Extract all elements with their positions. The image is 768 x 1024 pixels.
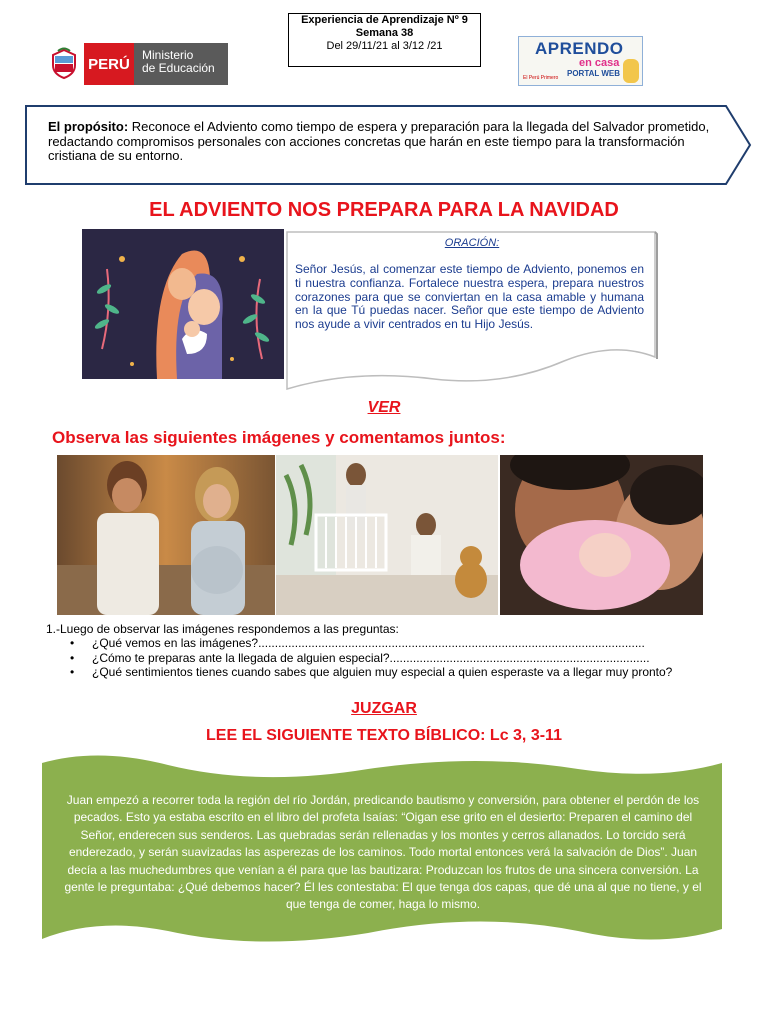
experience-dates: Del 29/11/21 al 3/12 /21 bbox=[326, 40, 443, 52]
juzgar-heading: JUZGAR bbox=[351, 700, 417, 717]
ministry-name-line1: Ministerio bbox=[142, 48, 194, 62]
bible-reading-heading: LEE EL SIGUIENTE TEXTO BÍBLICO: Lc 3, 3-11 bbox=[206, 727, 562, 744]
experience-box bbox=[288, 13, 481, 67]
question-item: • ¿Qué sentimientos tienes cuando sabes que alguien muy especial a quien esperaste va a llegar muy pronto? bbox=[70, 665, 750, 680]
photo-expecting-couple bbox=[57, 455, 275, 615]
main-title: EL ADVIENTO NOS PREPARA PARA LA NAVIDAD bbox=[149, 199, 619, 221]
peru-shield-icon bbox=[44, 43, 84, 85]
question-item: • ¿Qué vemos en las imágenes?.................................................................................................................... bbox=[70, 636, 750, 651]
en-casa-word: en casa bbox=[579, 57, 620, 69]
observe-instruction: Observa las siguientes imágenes y comentamos juntos: bbox=[52, 428, 506, 447]
purpose-text bbox=[48, 120, 720, 164]
ver-heading: VER bbox=[367, 399, 401, 416]
question-item: • ¿Cómo te preparas ante la llegada de alguien especial?.............................................................................. bbox=[70, 651, 750, 666]
purpose-body: Reconoce el Adviento como tiempo de espera y preparación para la llegada del Salvador prometido, redactando compromisos personales con acciones concretas que harán en este tiempo para la transformación cristiana de su entorno. bbox=[48, 119, 710, 164]
experience-week: Semana 38 bbox=[355, 27, 414, 39]
experience-title: Experiencia de Aprendizaje Nº 9 bbox=[301, 14, 468, 26]
children-illustration bbox=[623, 59, 639, 83]
bible-text: Juan empezó a recorrer toda la región del río Jordán, predicando bautismo y conversión, para obtener el perdón de los pecados. Esto ya estaba escrito en el libro del profeta Isaías: “Oigan ese grito en el desierto: Preparen el camino del Señor, enderecen sus senderos. Las quebradas serán rellenadas y los montes y cerros allanados. Lo torcido será enderezado, y serán suavizadas las asperezas de los caminos. Todo mortal entonces verá la salvación de Dios”. Juan decía a las muchedumbres que venían a él para que las bautizara: Produzcan los frutos de una sincera conversión. La gente le preguntaba: ¿Qué debemos hacer? Él les contestaba: El que tenga dos capas, que dé una al que no tiene, y el que tenga de comer, haga lo mismo. bbox=[64, 793, 702, 912]
aprendo-en-casa-logo bbox=[518, 36, 643, 86]
purpose-label: El propósito: bbox=[48, 119, 129, 134]
ministry-name bbox=[134, 43, 228, 85]
questions-intro: 1.-Luego de observar las imágenes respondemos a las preguntas: bbox=[46, 622, 399, 636]
ministry-name-line2: de Educación bbox=[142, 61, 215, 75]
prayer-title: ORACIÓN: bbox=[444, 237, 500, 249]
aprendo-small-text: El Perú Primero bbox=[523, 75, 559, 81]
aprendo-word: APRENDO bbox=[535, 39, 624, 58]
peru-label: PERÚ bbox=[84, 43, 134, 85]
photo-preparing-nursery bbox=[276, 455, 498, 615]
questions-list bbox=[70, 636, 750, 680]
photo-parents-with-newborn bbox=[500, 455, 703, 615]
holy-family-illustration bbox=[82, 229, 284, 379]
portal-web-word: PORTAL WEB bbox=[567, 69, 621, 78]
prayer-text: Señor Jesús, al comenzar este tiempo de Adviento, ponemos en ti nuestra confianza. Fortalece nuestra espera, prepara nuestros corazones para que se conviertan en la casa amable y humana en la que Tú puedas nacer. Señor que este tiempo de Adviento nos ayude a vivir centrados en tu Hijo Jesús. bbox=[295, 262, 644, 332]
minedu-logo bbox=[44, 43, 228, 85]
